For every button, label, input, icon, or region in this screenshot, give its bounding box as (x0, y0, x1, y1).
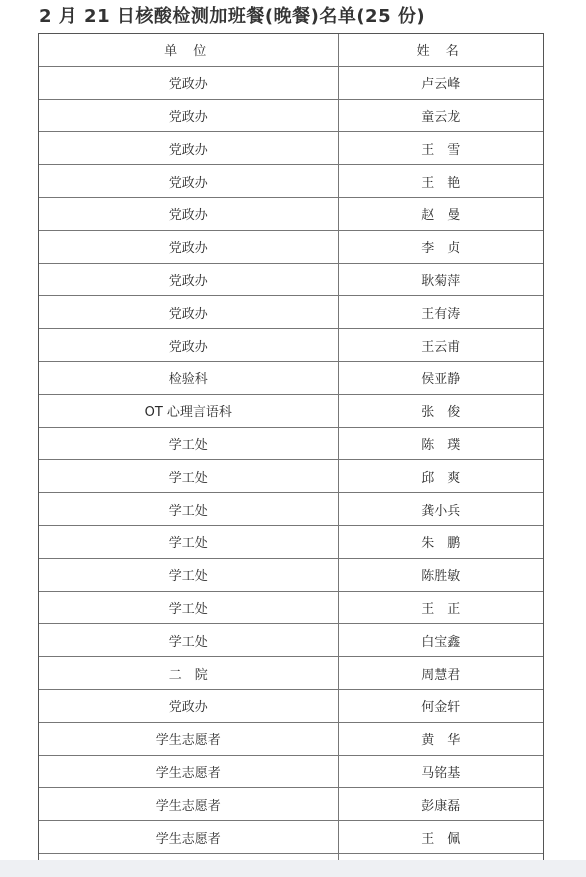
table-row (39, 394, 543, 427)
name-cell: 童云龙 (338, 99, 543, 132)
unit-cell (39, 853, 338, 860)
table-row (39, 66, 543, 99)
unit-cell: 学工处 (39, 591, 338, 624)
table-row (39, 165, 543, 198)
unit-cell: 党政办 (39, 197, 338, 230)
name-cell: 陈 璞 (338, 427, 543, 460)
name-cell: 王 正 (338, 591, 543, 624)
name-cell (338, 853, 543, 860)
table-row (39, 99, 543, 132)
unit-cell: 学生志愿者 (39, 722, 338, 755)
unit-cell: 党政办 (39, 329, 338, 362)
table-row (39, 230, 543, 263)
table-row (39, 624, 543, 657)
table-row (39, 689, 543, 722)
table-row (39, 558, 543, 591)
table-row (39, 460, 543, 493)
table-row (39, 821, 543, 854)
unit-cell: 党政办 (39, 165, 338, 198)
unit-cell: 党政办 (39, 66, 338, 99)
name-cell: 王 艳 (338, 165, 543, 198)
unit-cell: 党政办 (39, 296, 338, 329)
unit-cell: 二 院 (39, 657, 338, 690)
table-row (39, 853, 543, 860)
name-cell: 耿菊萍 (338, 263, 543, 296)
table-row (39, 591, 543, 624)
unit-cell: 检验科 (39, 361, 338, 394)
name-cell: 周慧君 (338, 657, 543, 690)
unit-cell: 学工处 (39, 525, 338, 558)
name-cell: 朱 鹏 (338, 525, 543, 558)
unit-cell: 学工处 (39, 427, 338, 460)
name-cell: 白宝鑫 (338, 624, 543, 657)
table-row (39, 427, 543, 460)
table-row (39, 197, 543, 230)
unit-cell: 党政办 (39, 99, 338, 132)
name-cell: 陈胜敏 (338, 558, 543, 591)
table-row (39, 132, 543, 165)
unit-cell: 学生志愿者 (39, 821, 338, 854)
viewer-bottom-strip (0, 860, 586, 877)
unit-cell: 学工处 (39, 493, 338, 526)
name-cell: 何金轩 (338, 689, 543, 722)
unit-cell: 学工处 (39, 460, 338, 493)
name-cell: 王 雪 (338, 132, 543, 165)
header-name: 姓 名 (338, 34, 543, 66)
unit-cell: 党政办 (39, 263, 338, 296)
table-row (39, 755, 543, 788)
name-cell: 邱 爽 (338, 460, 543, 493)
name-cell: 王云甫 (338, 329, 543, 362)
unit-cell: 学生志愿者 (39, 755, 338, 788)
unit-cell: 学生志愿者 (39, 788, 338, 821)
name-cell: 马铭基 (338, 755, 543, 788)
name-cell: 王 佩 (338, 821, 543, 854)
table-row (39, 263, 543, 296)
unit-cell: 党政办 (39, 230, 338, 263)
table-row (39, 525, 543, 558)
unit-cell: OT 心理言语科 (39, 394, 338, 427)
unit-cell: 学工处 (39, 558, 338, 591)
table-row (39, 329, 543, 362)
name-cell: 赵 曼 (338, 197, 543, 230)
name-cell: 彭康磊 (338, 788, 543, 821)
name-cell: 张 俊 (338, 394, 543, 427)
name-cell: 卢云峰 (338, 66, 543, 99)
unit-cell: 学工处 (39, 624, 338, 657)
name-cell: 王有涛 (338, 296, 543, 329)
table-row (39, 493, 543, 526)
table-row (39, 788, 543, 821)
table-header-row (39, 34, 543, 66)
meal-list-table (38, 33, 544, 860)
name-cell: 黄 华 (338, 722, 543, 755)
name-cell: 侯亚静 (338, 361, 543, 394)
page-title: 2 月 21 日核酸检测加班餐(晚餐)名单(25 份) (39, 6, 426, 27)
unit-cell: 党政办 (39, 132, 338, 165)
table-row (39, 657, 543, 690)
name-cell: 李 贞 (338, 230, 543, 263)
header-unit: 单 位 (39, 34, 338, 66)
name-cell: 龚小兵 (338, 493, 543, 526)
table-row (39, 722, 543, 755)
table-row (39, 296, 543, 329)
unit-cell: 党政办 (39, 689, 338, 722)
table-row (39, 361, 543, 394)
